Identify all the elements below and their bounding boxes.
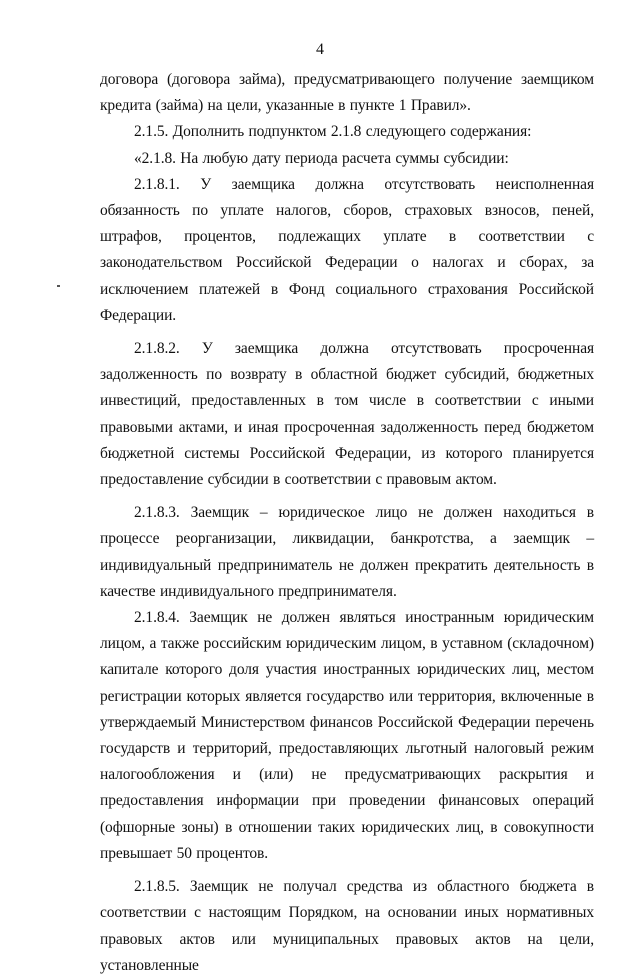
paragraph-continuation: договора (договора займа), предусматривающего получение заемщиком кредита (займа) на цели, указанные в пункте 1 Правил». <box>100 71 594 115</box>
paragraph-2-1-8: «2.1.8. На любую дату периода расчета суммы субсидии: <box>134 149 509 167</box>
paragraph-2-1-8-3: 2.1.8.3. Заемщик – юридическое лицо не должен находиться в процессе реорганизации, ликвидации, банкротства, а заемщик – индивидуальный предприниматель не должен прекратить деятельность в качестве индивидуального предпринимателя. <box>100 504 594 600</box>
document-body <box>100 67 594 979</box>
paragraph-2-1-8-2: 2.1.8.2. У заемщика должна отсутствовать просроченная задолженность по возврату в областной бюджет субсидий, бюджетных инвестиций, предоставленных в том числе в соответствии с иными правовыми актами, и иная просроченная задолженность перед бюджетом бюджетной системы Российской Федерации, из которого планируется предоставление субсидии в соответствии с правовым актом. <box>100 340 594 489</box>
page-number: 4 <box>316 41 324 58</box>
paragraph-2-1-8-4: 2.1.8.4. Заемщик не должен являться иностранным юридическим лицом, а также российским юридическим лицом, в уставном (складочном) капитале которого доля участия иностранных юридических лиц, местом регистрации которых является государство или территория, включенные в утверждаемый Министерством финансов Российской Федерации перечень государств и территорий, предоставляющих льготный налоговый режим налогообложения и (или) не предусматривающих раскрытия и предоставления информации при проведении финансовых операций (офшорные зоны) в отношении таких юридических лиц, в совокупности превышает 50 процентов. <box>100 609 594 862</box>
scan-mark <box>57 285 60 287</box>
paragraph-2-1-5: 2.1.5. Дополнить подпунктом 2.1.8 следующего содержания: <box>134 123 532 141</box>
paragraph-2-1-8-5: 2.1.8.5. Заемщик не получал средства из областного бюджета в соответствии с настоящим Порядком, на основании иных нормативных правовых актов или муниципальных правовых актов на цели, установленные <box>100 878 594 974</box>
paragraph-2-1-8-1: 2.1.8.1. У заемщика должна отсутствовать неисполненная обязанность по уплате налогов, сборов, страховых взносов, пеней, штрафов, процентов, подлежащих уплате в соответствии с законодательством Российской Федерации о налогах и сборах, за исключением платежей в Фонд социального страхования Российской Федерации. <box>100 175 594 324</box>
